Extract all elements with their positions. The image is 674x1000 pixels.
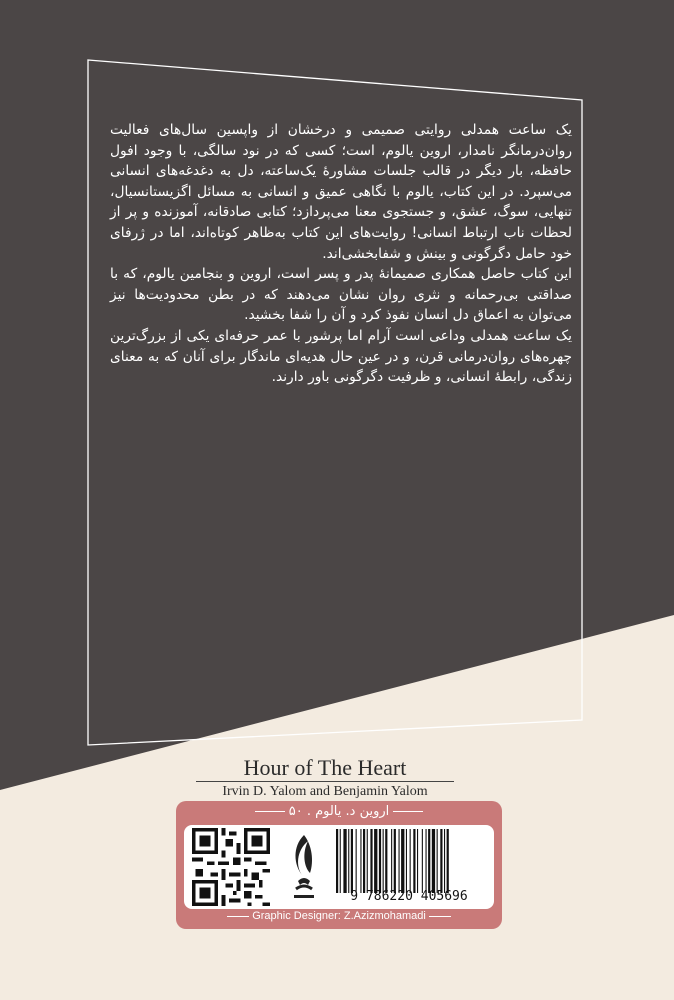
barcode-icon [334,829,482,893]
synopsis-text [110,120,572,388]
synopsis-paragraph-1: یک ساعت همدلی روایتی صمیمی و درخشان از واپسین سال‌های فعالیت روان‌درمانگر نامدار، اروین یالوم، است؛ کسی که در نود سالگی، با وجود افول حافظه، بار دیگر در قالب جلسات مشاورهٔ یک‌ساعته، دل به دغدغه‌های انسانی می‌سپرد. در این کتاب، یالوم با نگاهی عمیق و انسانی به مسائل اگزیستانسیال، تنهایی، سوگ، عشق، و جستجوی معنا می‌پردازد؛ کتابی صادقانه، آموزنده و پر از لحظات ناب ارتباط انسانی! روایت‌های این کتاب به‌ظاهر کوتاه‌اند، اما در ژرفای خود حامل دگرگونی و بینش و شفابخشی‌اند. [110,122,572,262]
publisher-logo-icon [284,831,324,903]
qr-code-icon [192,828,270,906]
designer-credit: Graphic Designer: Z.Azizmohamadi [176,910,502,922]
english-title: Hour of The Heart [243,755,407,780]
author-series-line: اروین د. یالوم . ۵۰ [176,804,502,819]
isbn-number: 9 786220 405696 [350,889,468,904]
english-authors: Irvin D. Yalom and Benjamin Yalom [222,784,428,799]
synopsis-paragraph-3: یک ساعت همدلی وداعی است آرام اما پرشور با عمر حرفه‌ای یکی از بزرگ‌ترین چهره‌های روان‌درمانی قرن، و در عین حال هدیه‌ای ماندگار برای آنان که به معنای زندگی، رابطهٔ انسانی، و ظرفیت دگرگونی باور دارند. [110,327,572,386]
title-divider [196,781,454,782]
synopsis-paragraph-2: این کتاب حاصل همکاری صمیمانهٔ پدر و پسر است، اروین و بنجامین یالوم، که با صداقتی بی‌رحمانه و نثری روان نشان می‌دهند که در بطن محدودیت‌ها نیز می‌توان به اعماق دل انسان نفوذ کرد و آن را شفا بخشید. [110,266,572,324]
info-band [176,801,502,929]
code-panel [184,825,494,909]
